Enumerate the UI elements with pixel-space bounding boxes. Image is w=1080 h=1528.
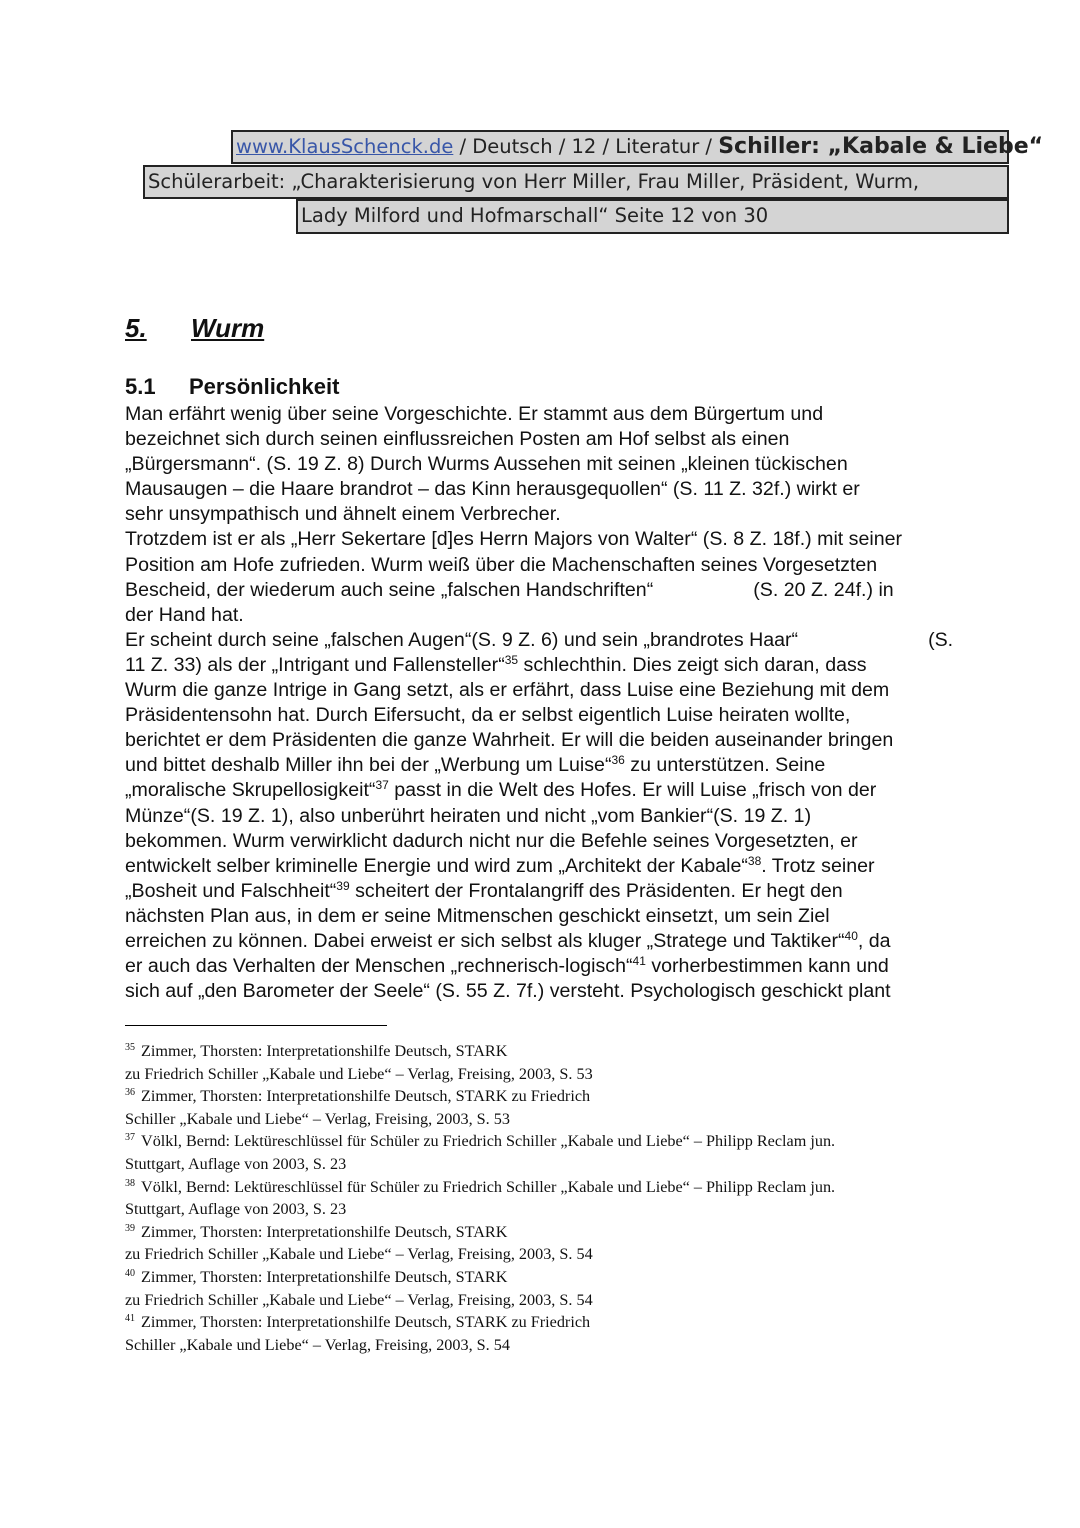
- body-line-text: „Bürgersmann“. (S. 19 Z. 8) Durch Wurms Aussehen mit seinen „kleinen tückischen: [125, 453, 848, 476]
- footnote-text: Zimmer, Thorsten: Interpretationshilfe Deutsch, STARK: [141, 1042, 508, 1060]
- body-line: [125, 979, 965, 1004]
- body-line-text: berichtet er dem Präsidenten die ganze Wahrheit. Er will die beiden auseinander bringen: [125, 729, 894, 752]
- subsection-title: Persönlichkeit: [189, 374, 340, 399]
- footnote-reference[interactable]: 39: [336, 878, 350, 893]
- body-line-text: scheitert der Frontalangriff des Präsidenten. Er hegt den: [349, 879, 843, 902]
- section-heading: [125, 310, 264, 346]
- footnote-number: 40: [125, 1267, 135, 1279]
- footnote-number: 41: [125, 1313, 135, 1325]
- body-line-text: , da: [857, 929, 891, 952]
- website-link[interactable]: www.KlausSchenck.de: [236, 135, 454, 158]
- header-assignment-line: [143, 165, 1009, 199]
- body-text: [125, 402, 965, 1004]
- header-assignment-text: Schülerarbeit: „Charakterisierung von Herr Miller, Frau Miller, Präsident, Wurm,: [148, 170, 920, 193]
- body-line-text: er auch das Verhalten der Menschen „rechnerisch-logisch“: [125, 955, 633, 978]
- footnote-reference[interactable]: 41: [632, 954, 646, 969]
- body-line: [125, 954, 965, 979]
- body-line: [125, 929, 965, 954]
- body-line-text: Bescheid, der wiederum auch seine „falschen Handschriften“: [125, 578, 654, 601]
- footnote-text: Zimmer, Thorsten: Interpretationshilfe Deutsch, STARK zu Friedrich: [141, 1313, 591, 1332]
- body-line: [125, 477, 965, 502]
- footnote-continuation: [125, 1198, 925, 1221]
- body-line-text: Position am Hofe zufrieden. Wurm weiß über die Machenschaften seines Vorgesetzten: [125, 553, 878, 576]
- footnote-number: 39: [125, 1222, 135, 1234]
- footnote-separator: [125, 1025, 387, 1026]
- header-page-text: Lady Milford und Hofmarschall“ Seite 12 von 30: [301, 204, 769, 227]
- footnote-text: Zimmer, Thorsten: Interpretationshilfe Deutsch, STARK zu Friedrich: [141, 1087, 591, 1106]
- body-line: [125, 728, 965, 753]
- body-line-text: 11 Z. 33) als der „Intrigant und Fallensteller“: [125, 653, 505, 676]
- footnote-continuation: [125, 1063, 925, 1086]
- body-line: [125, 427, 965, 452]
- body-line-text: „Bosheit und Falschheit“: [125, 879, 337, 902]
- footnote-reference[interactable]: 35: [504, 652, 519, 667]
- body-line: [125, 879, 965, 904]
- footnote-text: Zimmer, Thorsten: Interpretationshilfe Deutsch, STARK: [141, 1222, 508, 1241]
- body-line-text: vorherbestimmen kann und: [645, 955, 889, 978]
- footnote-item: [125, 1085, 925, 1108]
- section-title: Wurm: [191, 313, 265, 343]
- body-line: [125, 628, 965, 653]
- subsection-number: 5.1: [125, 374, 156, 399]
- body-line-text: Man erfährt wenig über seine Vorgeschichte. Er stammt aus dem Bürgertum und: [125, 403, 824, 425]
- footnote-number: 35: [125, 1042, 135, 1053]
- footnote-continuation: [125, 1334, 925, 1357]
- header-page-line: [296, 199, 1009, 234]
- footnote-text: zu Friedrich Schiller „Kabale und Liebe“ – Verlag, Freising, 2003, S. 54: [125, 1290, 593, 1309]
- footnote-text: Schiller „Kabale und Liebe“ – Verlag, Freising, 2003, S. 53: [125, 1109, 510, 1128]
- footnote-reference[interactable]: 40: [844, 928, 858, 943]
- body-line-text: sich auf „den Barometer der Seele“ (S. 55 Z. 7f.) versteht. Psychologisch geschickt plant: [125, 980, 891, 1003]
- body-line-text: bekommen. Wurm verwirklicht dadurch nicht nur die Befehle seines Vorgesetzten, er: [125, 829, 858, 852]
- body-line: [125, 502, 965, 527]
- body-line: [125, 578, 965, 603]
- footnote-reference[interactable]: 36: [611, 753, 625, 768]
- body-line-text: Münze“(S. 19 Z. 1), also unberührt heiraten und nicht „vom Bankier“(S. 19 Z. 1): [125, 804, 812, 827]
- footnote-item: [125, 1266, 925, 1289]
- body-line: [125, 603, 965, 628]
- footnote-text: Zimmer, Thorsten: Interpretationshilfe Deutsch, STARK: [141, 1267, 508, 1286]
- footnote-number: 38: [125, 1177, 135, 1189]
- body-line: [125, 653, 965, 678]
- footnote-continuation: [125, 1108, 925, 1131]
- body-line-text: passt in die Welt des Hofes. Er will Luise „frisch von der: [388, 779, 877, 802]
- body-line-text: (S.: [928, 628, 954, 651]
- footnote-continuation: [125, 1153, 925, 1176]
- footnote-reference[interactable]: 37: [375, 778, 389, 793]
- body-line: [125, 703, 965, 728]
- body-line: [125, 402, 965, 427]
- header-source-line: [231, 130, 1044, 164]
- body-line-text: Trotzdem ist er als „Herr Sekertare [d]es Herrn Majors von Walter“ (S. 8 Z. 18f.) mit seiner: [125, 528, 903, 551]
- header-work-title: Schiller: „Kabale & Liebe“: [718, 134, 1044, 159]
- footnote-item: [125, 1176, 925, 1199]
- body-line: [125, 527, 965, 552]
- footnote-text: Stuttgart, Auflage von 2003, S. 23: [125, 1154, 347, 1173]
- body-line-text: . Trotz seiner: [761, 854, 875, 877]
- subsection-heading: [125, 372, 339, 402]
- section-number: 5.: [125, 313, 147, 343]
- footnote-text: Völkl, Bernd: Lektüreschlüssel für Schüler zu Friedrich Schiller „Kabale und Liebe“ – Philipp Reclam jun.: [141, 1132, 836, 1151]
- header-path: / Deutsch / 12 / Literatur /: [453, 135, 719, 158]
- body-line: [125, 678, 965, 703]
- footnote-text: zu Friedrich Schiller „Kabale und Liebe“ – Verlag, Freising, 2003, S. 53: [125, 1064, 593, 1083]
- footnote-text: Völkl, Bernd: Lektüreschlüssel für Schüler zu Friedrich Schiller „Kabale und Liebe“ – Philipp Reclam jun.: [141, 1177, 836, 1196]
- footnote-text: Stuttgart, Auflage von 2003, S. 23: [125, 1200, 347, 1219]
- body-line-text: erreichen zu können. Dabei erweist er sich selbst als kluger „Stratege und Taktiker“: [125, 929, 845, 952]
- footnote-reference[interactable]: 38: [747, 853, 762, 868]
- footnote-continuation: [125, 1289, 925, 1312]
- footnote-text: Schiller „Kabale und Liebe“ – Verlag, Freising, 2003, S. 54: [125, 1335, 510, 1354]
- footnote-text: zu Friedrich Schiller „Kabale und Liebe“ – Verlag, Freising, 2003, S. 54: [125, 1245, 593, 1264]
- body-line-text: Wurm die ganze Intrige in Gang setzt, als er erfährt, dass Luise eine Beziehung mit dem: [125, 679, 890, 702]
- body-line-text: der Hand hat.: [125, 603, 244, 626]
- body-line: [125, 854, 965, 879]
- body-line: [125, 804, 965, 829]
- footnotes: [125, 1040, 925, 1356]
- body-line-text: und bittet deshalb Miller ihn bei der „Werbung um Luise“: [125, 754, 612, 777]
- body-line-text: Er scheint durch seine „falschen Augen“(S. 9 Z. 6) und sein „brandrotes Haar“: [125, 628, 799, 651]
- body-line-text: bezeichnet sich durch seinen einflussreichen Posten am Hof selbst als einen: [125, 428, 790, 451]
- body-line-text: (S. 20 Z. 24f.) in: [753, 578, 894, 601]
- body-line: [125, 904, 965, 929]
- footnote-item: [125, 1040, 925, 1063]
- body-line-text: zu unterstützen. Seine: [624, 754, 826, 777]
- body-line: [125, 553, 965, 578]
- footnote-continuation: [125, 1243, 925, 1266]
- body-line: [125, 778, 965, 803]
- footnote-number: 36: [125, 1087, 135, 1099]
- body-line: [125, 452, 965, 477]
- footnote-item: [125, 1130, 925, 1153]
- footnote-number: 37: [125, 1132, 135, 1144]
- footnote-item: [125, 1221, 925, 1244]
- body-line-text: nächsten Plan aus, in dem er seine Mitmenschen geschickt einsetzt, um sein Ziel: [125, 904, 830, 927]
- body-line: [125, 829, 965, 854]
- body-line-text: schlechthin. Dies zeigt sich daran, dass: [518, 653, 867, 676]
- body-line-text: Präsidentensohn hat. Durch Eifersucht, da er selbst eigentlich Luise heiraten wollte,: [125, 704, 851, 727]
- footnote-item: [125, 1311, 925, 1334]
- body-line-text: sehr unsympathisch und ähnelt einem Verbrecher.: [125, 503, 561, 526]
- body-line-text: „moralische Skrupellosigkeit“: [125, 779, 376, 802]
- body-line-text: entwickelt selber kriminelle Energie und wird zum „Architekt der Kabale“: [125, 854, 748, 877]
- body-line: [125, 753, 965, 778]
- body-line-text: Mausaugen – die Haare brandrot – das Kinn herausgequollen“ (S. 11 Z. 32f.) wirkt er: [125, 478, 860, 501]
